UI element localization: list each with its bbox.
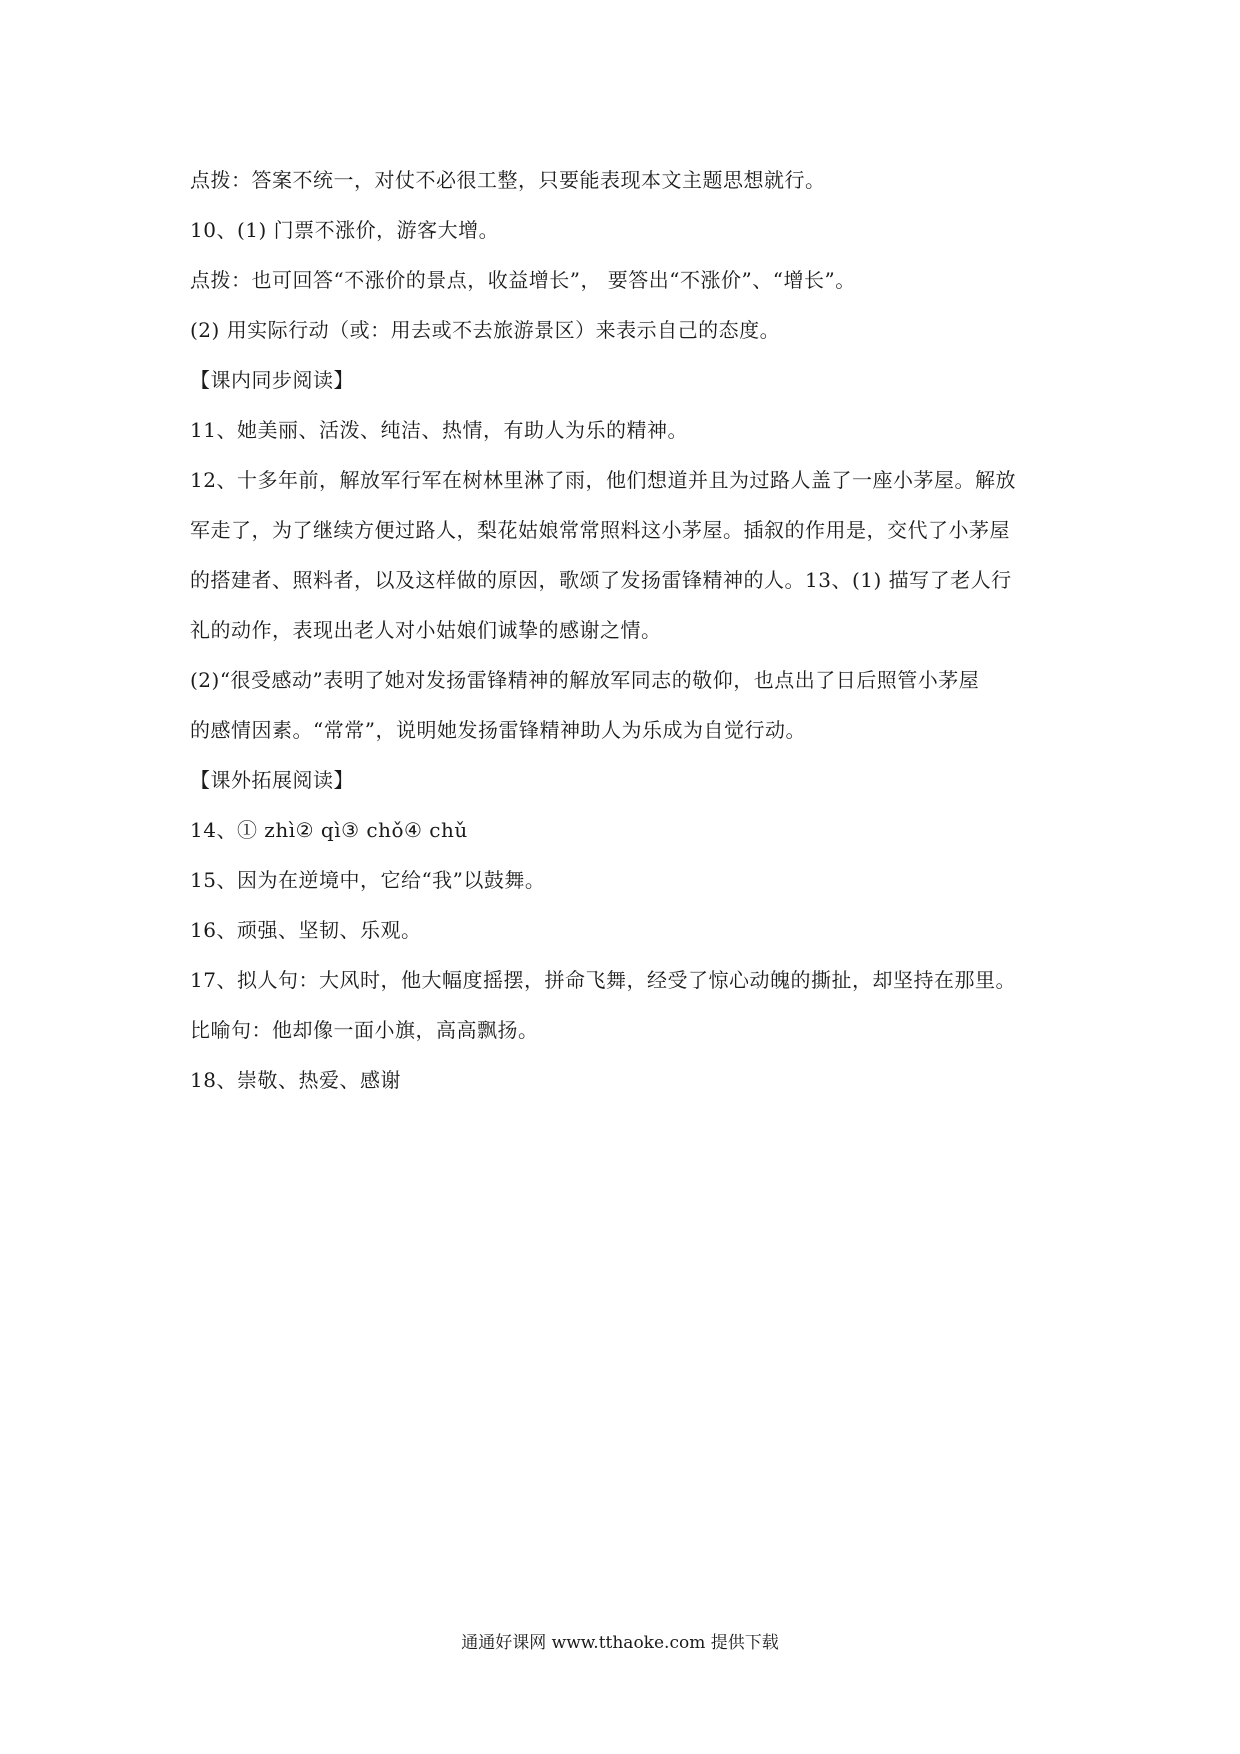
text-line: 17、拟人句：大风时，他大幅度摇摆，拼命飞舞，经受了惊心动魄的撕扯，却坚持在那里。 xyxy=(190,968,1016,992)
text-line: 比喻句：他却像一面小旗，高高飘扬。 xyxy=(190,1018,539,1042)
text-line: 11、她美丽、活泼、纯洁、热情，有助人为乐的精神。 xyxy=(190,418,688,442)
text-line: 14、① zhì② qì③ chǒ④ chǔ xyxy=(190,818,468,842)
text-line: 礼的动作，表现出老人对小姑娘们诚挚的感谢之情。 xyxy=(190,618,662,642)
text-line: 12、十多年前，解放军行军在树林里淋了雨，他们想道并且为过路人盖了一座小茅屋。解放 xyxy=(190,468,1016,492)
text-line: 18、崇敬、热爱、感谢 xyxy=(190,1068,401,1092)
page-footer: 通通好课网 www.tthaoke.com 提供下载 xyxy=(461,1633,779,1653)
document-body xyxy=(190,155,1070,1105)
text-line: 军走了，为了继续方便过路人，梨花姑娘常常照料这小茅屋。插叙的作用是，交代了小茅屋 xyxy=(190,518,1010,542)
text-line: 10、(1) 门票不涨价，游客大增。 xyxy=(190,218,500,242)
text-line: (2)“很受感动”表明了她对发扬雷锋精神的解放军同志的敬仰，也点出了日后照管小茅屋 xyxy=(190,668,980,692)
text-line: 的感情因素。“常常”，说明她发扬雷锋精神助人为乐成为自觉行动。 xyxy=(190,718,806,742)
text-line: (2) 用实际行动（或：用去或不去旅游景区）来表示自己的态度。 xyxy=(190,318,781,342)
section-heading: 【课内同步阅读】 xyxy=(190,368,354,392)
section-heading: 【课外拓展阅读】 xyxy=(190,768,354,792)
text-line: 15、因为在逆境中，它给“我”以鼓舞。 xyxy=(190,868,546,892)
text-line: 的搭建者、照料者，以及这样做的原因，歌颂了发扬雷锋精神的人。13、(1) 描写了老人行 xyxy=(190,568,1012,592)
text-line: 点拨：答案不统一，对仗不必很工整，只要能表现本文主题思想就行。 xyxy=(190,168,826,192)
text-line: 点拨：也可回答“不涨价的景点，收益增长”， 要答出“不涨价”、“增长”。 xyxy=(190,268,856,292)
text-line: 16、顽强、坚韧、乐观。 xyxy=(190,918,422,942)
